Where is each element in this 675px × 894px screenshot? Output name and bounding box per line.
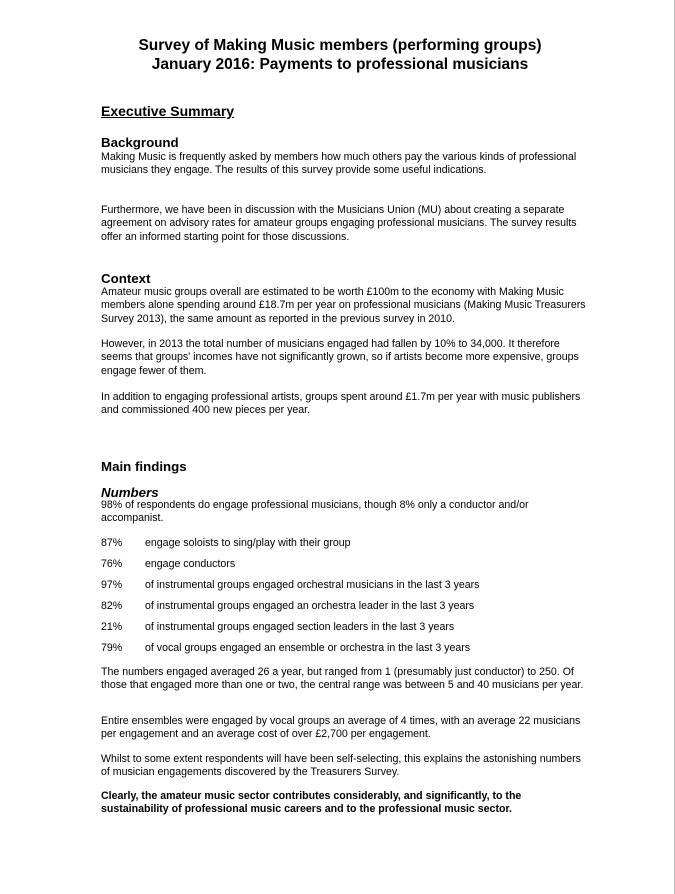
conclusion-paragraph: Clearly, the amateur music sector contributes considerably, and significantly, to the sustainability of professional music careers and to the professional music sector. — [101, 790, 522, 816]
page-title — [60, 36, 620, 74]
numbers-engaged-paragraph: The numbers engaged averaged 26 a year, but ranged from 1 (presumably just conductor) to 250. Of those that engaged more than one or two, the central range was between 5 and 40 musicians per year. — [101, 666, 584, 692]
numbers-heading: Numbers — [101, 485, 159, 500]
background-paragraph-1: Making Music is frequently asked by members how much others pay the various kinds of professional musicians they engage. The results of this survey provide some useful indications. — [101, 151, 577, 177]
stat-percent: 79% — [101, 642, 123, 654]
stat-percent: 82% — [101, 600, 123, 612]
background-paragraph-2: Furthermore, we have been in discussion with the Musicians Union (MU) about creating a separate agreement on advisory rates for amateur groups engaging professional musicians. The survey results offer an informed starting point for those discussions. — [101, 204, 577, 243]
context-paragraph-3: In addition to engaging professional artists, groups spent around £1.7m per year with music publishers and commissioned 400 new pieces per year. — [101, 391, 581, 417]
stat-percent: 97% — [101, 579, 123, 591]
title-line-2: January 2016: Payments to professional musicians — [151, 56, 529, 73]
context-paragraph-2: However, in 2013 the total number of musicians engaged had fallen by 10% to 34,000. It therefore seems that groups' incomes have not significantly grown, so if artists become more expensive, groups engage fewer of them. — [101, 338, 579, 377]
stat-description: of vocal groups engaged an ensemble or orchestra in the last 3 years — [145, 642, 471, 654]
ensembles-paragraph: Entire ensembles were engaged by vocal groups an average of 4 times, with an average 22 musicians per engagement and an average cost of over £2,700 per engagement. — [101, 715, 581, 741]
stat-percent: 87% — [101, 537, 123, 549]
stat-percent: 21% — [101, 621, 123, 633]
stat-description: of instrumental groups engaged section leaders in the last 3 years — [145, 621, 455, 633]
stat-description: of instrumental groups engaged an orchestra leader in the last 3 years — [145, 600, 475, 612]
stat-description: of instrumental groups engaged orchestral musicians in the last 3 years — [145, 579, 480, 591]
executive-summary-heading: Executive Summary — [101, 103, 235, 119]
context-heading: Context — [101, 271, 151, 286]
background-heading: Background — [101, 135, 179, 150]
stat-percent: 76% — [101, 558, 123, 570]
context-paragraph-1: Amateur music groups overall are estimated to be worth £100m to the economy with Making Music members alone spending around £18.7m per year on professional musicians (Making Music Treasurers Survey 2013), the same amount as reported in the previous survey in 2010. — [101, 286, 586, 325]
stat-description: engage soloists to sing/play with their group — [145, 537, 351, 549]
main-findings-heading: Main findings — [101, 459, 187, 474]
numbers-intro: 98% of respondents do engage professional musicians, though 8% only a conductor and/or accompanist. — [101, 499, 529, 525]
self-selecting-paragraph: Whilst to some extent respondents will have been self-selecting, this explains the astonishing numbers of musician engagements discovered by the Treasurers Survey. — [101, 753, 581, 779]
stat-description: engage conductors — [145, 558, 236, 570]
title-line-1: Survey of Making Music members (performing groups) — [138, 37, 542, 54]
